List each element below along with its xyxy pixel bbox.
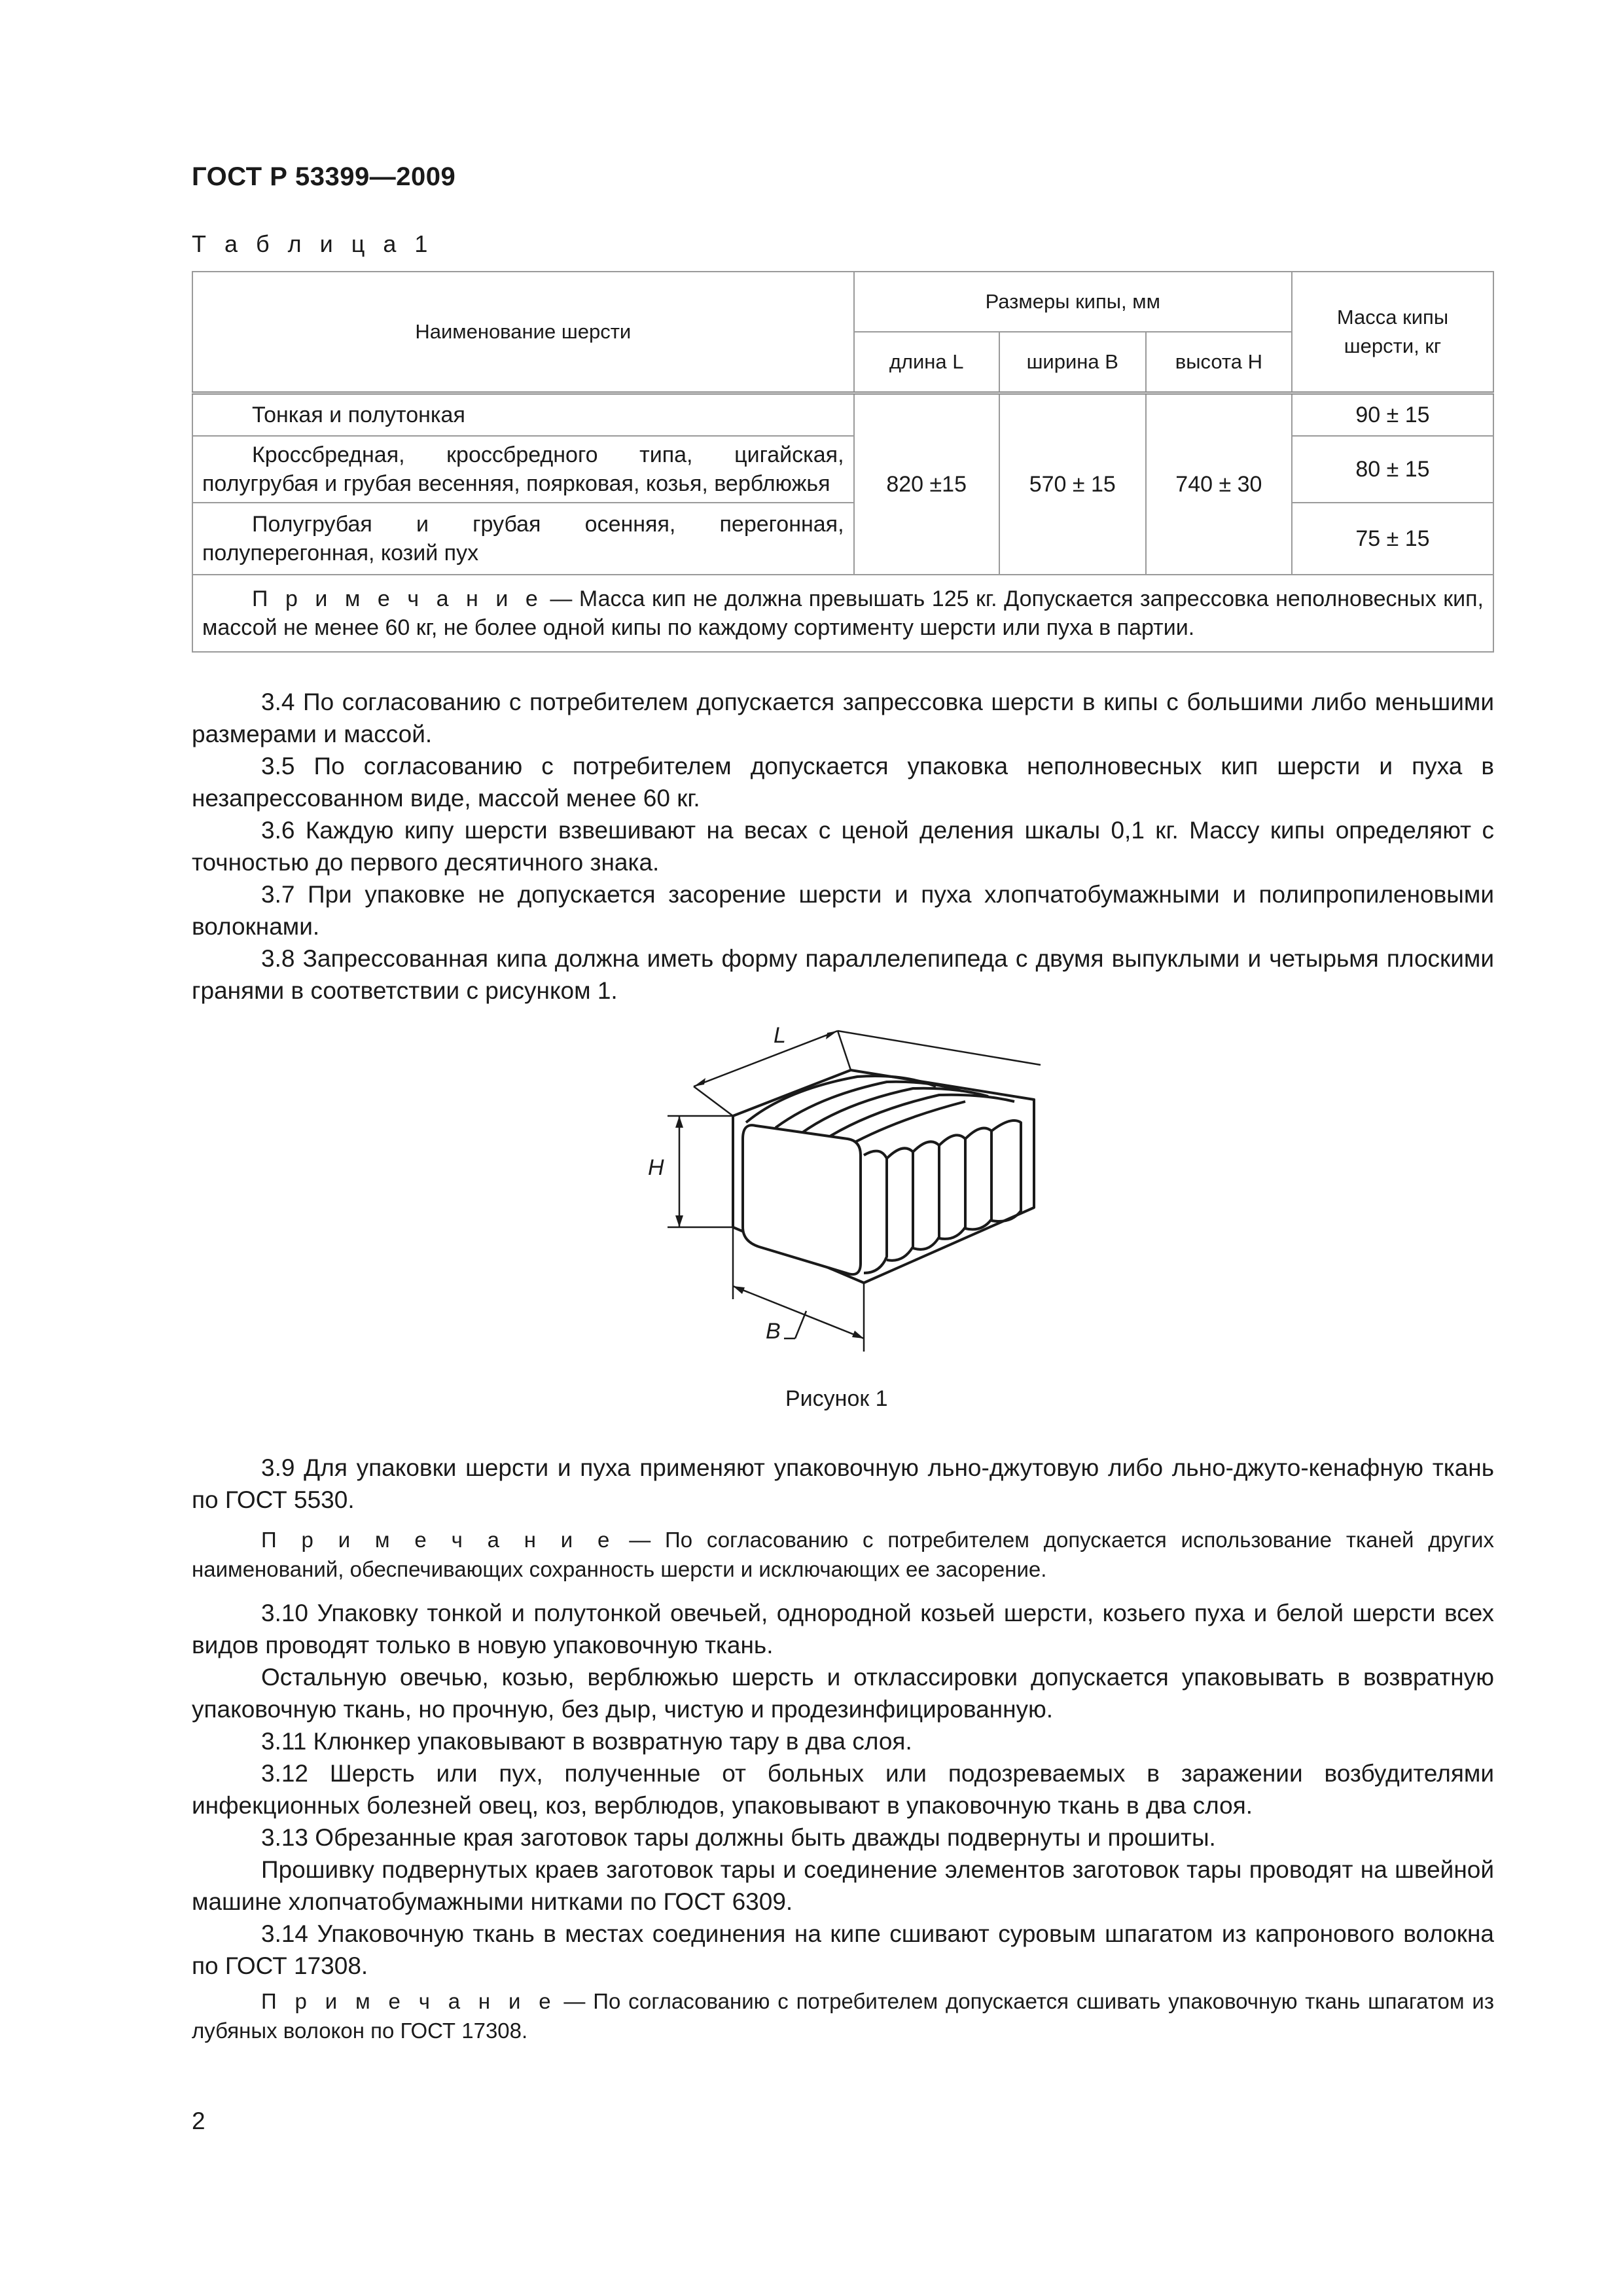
- paragraph: 3.10 Упаковку тонкой и полутонкой овечьей, однородной козьей шерсти, козьего пуха и белой шерсти всех видов проводят только в новую упаковочную ткань.: [192, 1600, 1494, 1659]
- header-wool-name: Наименование шерсти: [192, 272, 854, 393]
- paragraph-3-9: [192, 1452, 1494, 1516]
- paragraph: Прошивку подвернутых краев заготовок тары и соединение элементов заготовок тары проводят на швейной машине хлопчатобумажными нитками по ГОСТ 6309.: [192, 1856, 1494, 1915]
- row-name: Полугрубая и грубая осенняя, перегонная, полуперегонная, козий пух: [192, 503, 854, 575]
- row-name: Тонкая и полутонкая: [192, 393, 854, 437]
- row-mass: 90 ± 15: [1292, 393, 1493, 437]
- paragraph: 3.14 Упаковочную ткань в местах соединения на кипе сшивают суровым шпагатом из капронового волокна по ГОСТ 17308.: [192, 1920, 1494, 1979]
- table-note-label: П р и м е ч а н и е: [252, 586, 543, 611]
- table-note-text: — Масса кип не должна превышать 125 кг. Допускается запрессовка неполновесных кип, массой не менее 60 кг, не более одной кипы по каждому сортименту шерсти или пуха в партии.: [202, 586, 1484, 640]
- paragraph: 3.5 По согласованию с потребителем допускается упаковка неполновесных кип шерсти и пуха в незапрессованном виде, массой менее 60 кг.: [192, 753, 1494, 812]
- paragraph: 3.9 Для упаковки шерсти и пуха применяют упаковочную льно-джутовую либо льно-джуто-кенафную ткань по ГОСТ 5530.: [192, 1454, 1494, 1513]
- paragraph: 3.13 Обрезанные края заготовок тары должны быть дважды подвернуты и прошиты.: [261, 1824, 1216, 1851]
- note-label: П р и м е ч а н и е: [261, 1989, 556, 2013]
- header-mass: Масса кипы шерсти, кг: [1292, 272, 1493, 393]
- wool-bale-table: [192, 271, 1494, 653]
- length-value: 820 ±15: [854, 393, 999, 575]
- page-number: 2: [192, 2108, 205, 2134]
- paragraph: 3.11 Клюнкер упаковывают в возвратную тару в два слоя.: [261, 1728, 912, 1755]
- paragraph: 3.8 Запрессованная кипа должна иметь форму параллелепипеда с двумя выпуклыми и четырьмя плоскими гранями в соответствии с рисунком 1.: [192, 945, 1494, 1004]
- label-h: H: [648, 1155, 664, 1180]
- width-value: 570 ± 15: [999, 393, 1146, 575]
- paragraph: 3.7 При упаковке не допускается засорение шерсти и пуха хлопчатобумажными и полипропиленовыми волокнами.: [192, 881, 1494, 940]
- paragraph: 3.12 Шерсть или пух, полученные от больных или подозреваемых в заражении возбудителями инфекционных болезней овец, коз, верблюдов, упаковывают в упаковочную ткань в два слоя.: [192, 1760, 1494, 1819]
- row-mass: 80 ± 15: [1292, 436, 1493, 503]
- table-caption: Т а б л и ц а 1: [192, 230, 434, 257]
- label-l: L: [774, 1023, 786, 1048]
- header-width: ширина B: [999, 332, 1146, 393]
- table-note: [192, 575, 1493, 652]
- note-3: [192, 1986, 1494, 2045]
- paragraph: Остальную овечью, козью, верблюжью шерсть и отклассировки допускается упаковывать в возвратную упаковочную ткань, но прочную, без дыр, чистую и продезинфицированную.: [192, 1664, 1494, 1723]
- row-name: Кроссбредная, кроссбредного типа, цигайская, полугрубая и грубая весенняя, поярковая, козья, верблюжья: [192, 436, 854, 503]
- height-value: 740 ± 30: [1146, 393, 1292, 575]
- note-2: [192, 1525, 1494, 1584]
- header-height: высота H: [1146, 332, 1292, 393]
- section-paragraphs-2: [192, 1597, 1494, 1982]
- header-dimensions: Размеры кипы, мм: [854, 272, 1292, 332]
- section-paragraphs-1: [192, 686, 1494, 1007]
- figure-caption: Рисунок 1: [785, 1386, 888, 1411]
- note-text: — По согласованию с потребителем допускается сшивать упаковочную ткань шпагатом из лубяных волокон по ГОСТ 17308.: [192, 1989, 1494, 2043]
- bale-figure: [628, 1011, 1073, 1365]
- note-text: — По согласованию с потребителем допускается использование тканей других наименований, обеспечивающих сохранность шерсти и исключающих ее засорение.: [192, 1528, 1494, 1581]
- label-b: B: [766, 1319, 781, 1344]
- row-mass: 75 ± 15: [1292, 503, 1493, 575]
- document-id: ГОСТ Р 53399—2009: [192, 162, 456, 191]
- paragraph: 3.4 По согласованию с потребителем допускается запрессовка шерсти в кипы с большими либо меньшими размерами и массой.: [192, 689, 1494, 747]
- paragraph: 3.6 Каждую кипу шерсти взвешивают на весах с ценой деления шкалы 0,1 кг. Массу кипы определяют с точностью до первого десятичного знака.: [192, 817, 1494, 876]
- header-length: длина L: [854, 332, 999, 393]
- note-label: П р и м е ч а н и е: [261, 1528, 615, 1552]
